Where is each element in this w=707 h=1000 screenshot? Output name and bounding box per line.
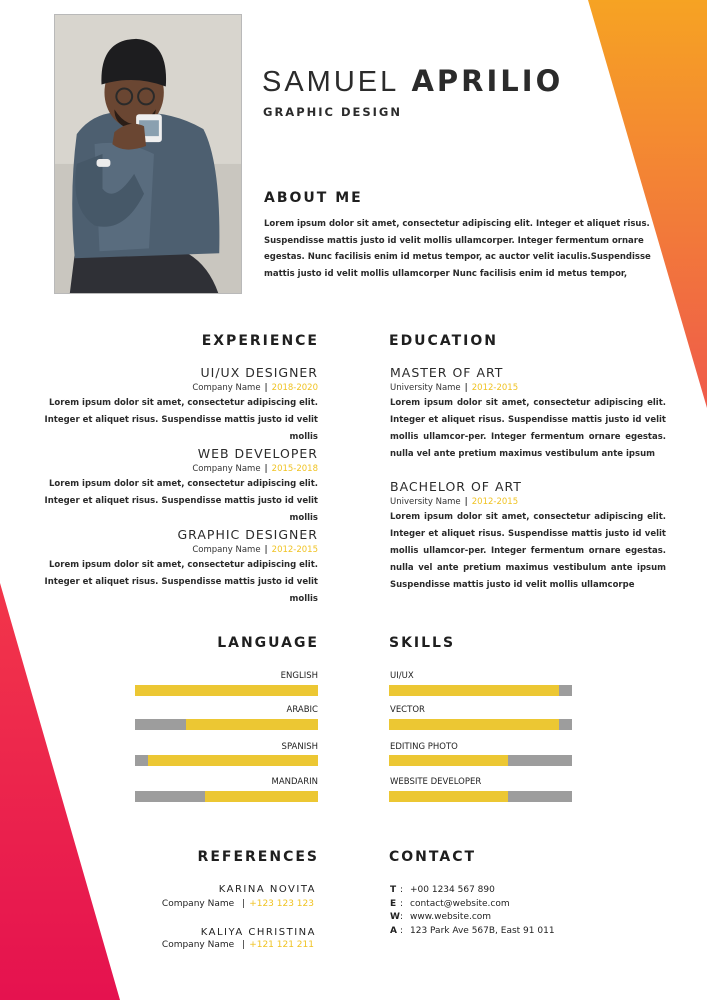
language-label: SPANISH bbox=[281, 742, 318, 752]
contact-key: W bbox=[390, 912, 400, 922]
language-bar-fill bbox=[205, 791, 318, 802]
skill-label: UI/UX bbox=[390, 671, 414, 681]
contact-phone bbox=[390, 884, 555, 898]
education-meta bbox=[390, 497, 666, 507]
contact-heading: CONTACT bbox=[389, 849, 477, 865]
contact-address bbox=[390, 925, 555, 939]
skill-bar bbox=[389, 791, 572, 802]
skills-heading: SKILLS bbox=[389, 635, 456, 651]
experience-description: Lorem ipsum dolor sit amet, consectetur adipiscing elit. Integer et aliquet risus. Suspendisse mattis justo id velit mollis bbox=[44, 479, 318, 523]
first-name: SAMUEL bbox=[262, 66, 400, 98]
contact-list bbox=[390, 884, 555, 938]
reference-company: Company Name bbox=[161, 940, 235, 950]
education-meta bbox=[390, 383, 666, 393]
experience-description: Lorem ipsum dolor sit amet, consectetur adipiscing elit. Integer et aliquet risus. Suspendisse mattis justo id velit mollis bbox=[44, 560, 318, 604]
education-title: BACHELOR OF ART bbox=[390, 479, 522, 494]
contact-email bbox=[390, 898, 555, 912]
separator: | bbox=[464, 383, 468, 393]
skill-bar bbox=[389, 755, 572, 766]
contact-value: www.website.com bbox=[410, 912, 492, 922]
experience-title: WEB DEVELOPER bbox=[197, 446, 318, 461]
language-bar bbox=[135, 791, 318, 802]
about-text: Lorem ipsum dolor sit amet, consectetur adipiscing elit. Integer et aliquet risus. Suspendisse mattis justo id velit mollis ullamcorper. Integer fermentum ornare egestas. Nunc facilisis enim id metus tempor, ac auctor velit iaculis.Suspendisse mattis justo id velit mollis ullamcorper Nunc facilisis enim id metus tempor, bbox=[264, 219, 651, 279]
contact-value: +00 1234 567 890 bbox=[410, 885, 495, 895]
experience-years: 2012-2015 bbox=[271, 545, 318, 555]
contact-value: 123 Park Ave 567B, East 91 011 bbox=[410, 925, 555, 936]
reference-name: KARINA NOVITA bbox=[218, 884, 316, 895]
reference-meta bbox=[162, 899, 314, 909]
skill-bar-fill bbox=[389, 791, 508, 802]
separator: | bbox=[464, 497, 468, 507]
orange-corner-shape bbox=[588, 0, 707, 408]
skill-bar bbox=[389, 719, 572, 730]
language-bar-fill bbox=[135, 685, 318, 696]
reference-phone: +123 123 123 bbox=[249, 899, 314, 909]
language-label: ARABIC bbox=[286, 705, 318, 715]
job-role: GRAPHIC DESIGN bbox=[263, 105, 402, 119]
contact-colon: : bbox=[400, 885, 404, 895]
education-years: 2012-2015 bbox=[471, 383, 519, 393]
full-name bbox=[262, 64, 563, 99]
language-bar bbox=[135, 685, 318, 696]
education-item bbox=[390, 479, 666, 594]
education-heading: EDUCATION bbox=[389, 333, 498, 349]
experience-title: GRAPHIC DESIGNER bbox=[177, 527, 318, 542]
experience-heading: EXPERIENCE bbox=[201, 333, 319, 349]
language-label: MANDARIN bbox=[271, 777, 318, 787]
company-name: Company Name bbox=[192, 545, 261, 555]
reference-meta bbox=[162, 940, 314, 950]
experience-item bbox=[28, 446, 318, 527]
skill-label: EDITING PHOTO bbox=[390, 742, 458, 752]
skill-bar-fill bbox=[389, 755, 508, 766]
separator: | bbox=[264, 464, 268, 474]
experience-meta bbox=[28, 383, 318, 393]
separator: | bbox=[242, 899, 246, 909]
school-name: University Name bbox=[390, 497, 461, 507]
separator: | bbox=[242, 940, 246, 950]
reference-company: Company Name bbox=[161, 899, 235, 909]
contact-website bbox=[390, 911, 555, 925]
skill-bar bbox=[389, 685, 572, 696]
profile-photo bbox=[54, 14, 242, 294]
language-bar-fill bbox=[148, 755, 318, 766]
contact-key: E bbox=[390, 898, 397, 909]
contact-colon: : bbox=[400, 925, 404, 936]
language-bar bbox=[135, 719, 318, 730]
skill-label: VECTOR bbox=[390, 705, 425, 715]
experience-description: Lorem ipsum dolor sit amet, consectetur adipiscing elit. Integer et aliquet risus. Suspendisse mattis justo id velit mollis bbox=[44, 398, 318, 442]
contact-value: contact@website.com bbox=[410, 898, 510, 909]
reference-name: KALIYA CHRISTINA bbox=[200, 927, 316, 938]
contact-key: A bbox=[390, 925, 397, 936]
skill-label: WEBSITE DEVELOPER bbox=[390, 777, 482, 787]
experience-title: UI/UX DESIGNER bbox=[200, 365, 318, 380]
education-item bbox=[390, 365, 666, 463]
education-description: Lorem ipsum dolor sit amet, consectetur adipiscing elit. Integer et aliquet risus. Suspendisse mattis justo id velit mollis ullamcor-per. Integer fermentum ornare egestas. nulla vel ante pretium maximus vestibulum ante ipsum bbox=[390, 398, 666, 459]
pink-corner-shape bbox=[0, 583, 120, 1000]
contact-key: T bbox=[390, 885, 397, 895]
experience-item bbox=[28, 365, 318, 446]
language-label: ENGLISH bbox=[280, 671, 318, 681]
separator: | bbox=[264, 383, 268, 393]
education-years: 2012-2015 bbox=[471, 497, 519, 507]
references-heading: REFERENCES bbox=[197, 849, 319, 865]
last-name: APRILIO bbox=[411, 64, 564, 98]
contact-colon: : bbox=[400, 912, 404, 922]
skill-bar-fill bbox=[389, 719, 559, 730]
company-name: Company Name bbox=[192, 464, 261, 474]
skill-bar-fill bbox=[389, 685, 559, 696]
company-name: Company Name bbox=[192, 383, 261, 393]
experience-meta bbox=[28, 545, 318, 555]
experience-years: 2018-2020 bbox=[271, 383, 318, 393]
school-name: University Name bbox=[390, 383, 461, 393]
about-heading: ABOUT ME bbox=[264, 190, 363, 206]
reference-phone: +121 121 211 bbox=[249, 940, 314, 950]
experience-years: 2015-2018 bbox=[271, 464, 318, 474]
language-heading: LANGUAGE bbox=[217, 635, 319, 651]
education-title: MASTER OF ART bbox=[390, 365, 504, 380]
language-bar bbox=[135, 755, 318, 766]
education-description: Lorem ipsum dolor sit amet, consectetur adipiscing elit. Integer et aliquet risus. Suspendisse mattis justo id velit mollis ullamcor-per. Integer fermentum ornare egestas. nulla vel ante pretium maximus vestibulum ante ipsum Suspendisse mattis justo id velit mollis ullamcorpe bbox=[390, 512, 666, 590]
contact-colon: : bbox=[400, 898, 404, 909]
separator: | bbox=[264, 545, 268, 555]
language-bar-fill bbox=[186, 719, 318, 730]
experience-item bbox=[28, 527, 318, 608]
experience-meta bbox=[28, 464, 318, 474]
